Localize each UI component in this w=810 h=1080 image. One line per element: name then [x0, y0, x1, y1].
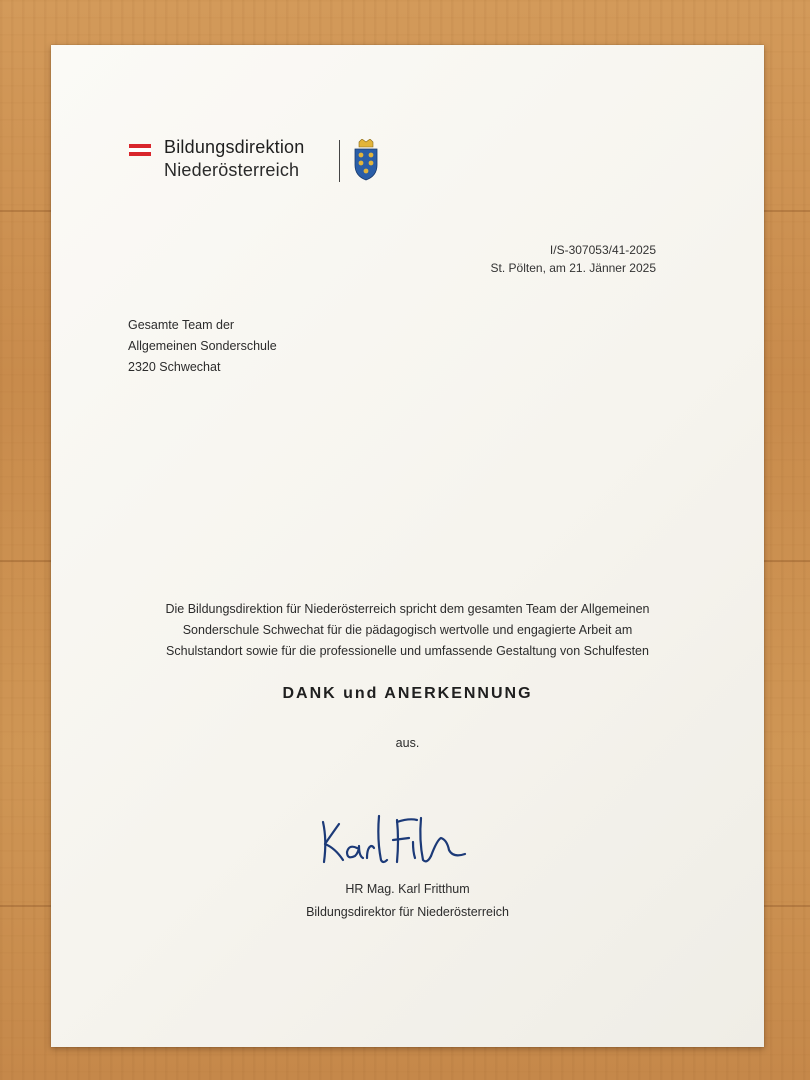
- letter-sheet: [51, 45, 764, 1047]
- reference-number: I/S-307053/41-2025: [549, 243, 656, 257]
- signer-name: HR Mag. Karl Fritthum: [345, 882, 470, 896]
- place-date: St. Pölten, am 21. Jänner 2025: [490, 261, 656, 275]
- closing-word: aus.: [395, 736, 420, 750]
- body-line: Sonderschule Schwechat für die pädagogisch wertvolle und engagierte Arbeit am: [182, 623, 633, 637]
- body-line: Schulstandort sowie für die professionelle und umfassende Gestaltung von Schulfesten: [166, 644, 649, 658]
- org-name-line2: Niederösterreich: [164, 160, 300, 180]
- logo-divider: [339, 140, 340, 182]
- recipient-line: 2320 Schwechat: [128, 360, 221, 374]
- body-line: Die Bildungsdirektion für Niederösterreich spricht dem gesamten Team der Allgemeinen: [165, 602, 650, 616]
- recipient-line: Gesamte Team der: [128, 318, 235, 332]
- recipient-line: Allgemeinen Sonderschule: [128, 339, 277, 353]
- signer-block: [91, 878, 724, 924]
- signer-title: Bildungsdirektor für Niederösterreich: [306, 905, 509, 919]
- letter-heading: DANK und ANERKENNUNG: [282, 685, 533, 702]
- letterhead-logo: [129, 137, 389, 186]
- reference-block: [491, 241, 656, 277]
- recipient-address: [128, 315, 277, 378]
- org-name-line1: Bildungsdirektion: [164, 137, 305, 157]
- handwritten-signature: [313, 810, 473, 874]
- austria-flag-icon: [129, 144, 151, 156]
- letter-body: [91, 599, 724, 662]
- coat-of-arms-icon: [353, 139, 379, 181]
